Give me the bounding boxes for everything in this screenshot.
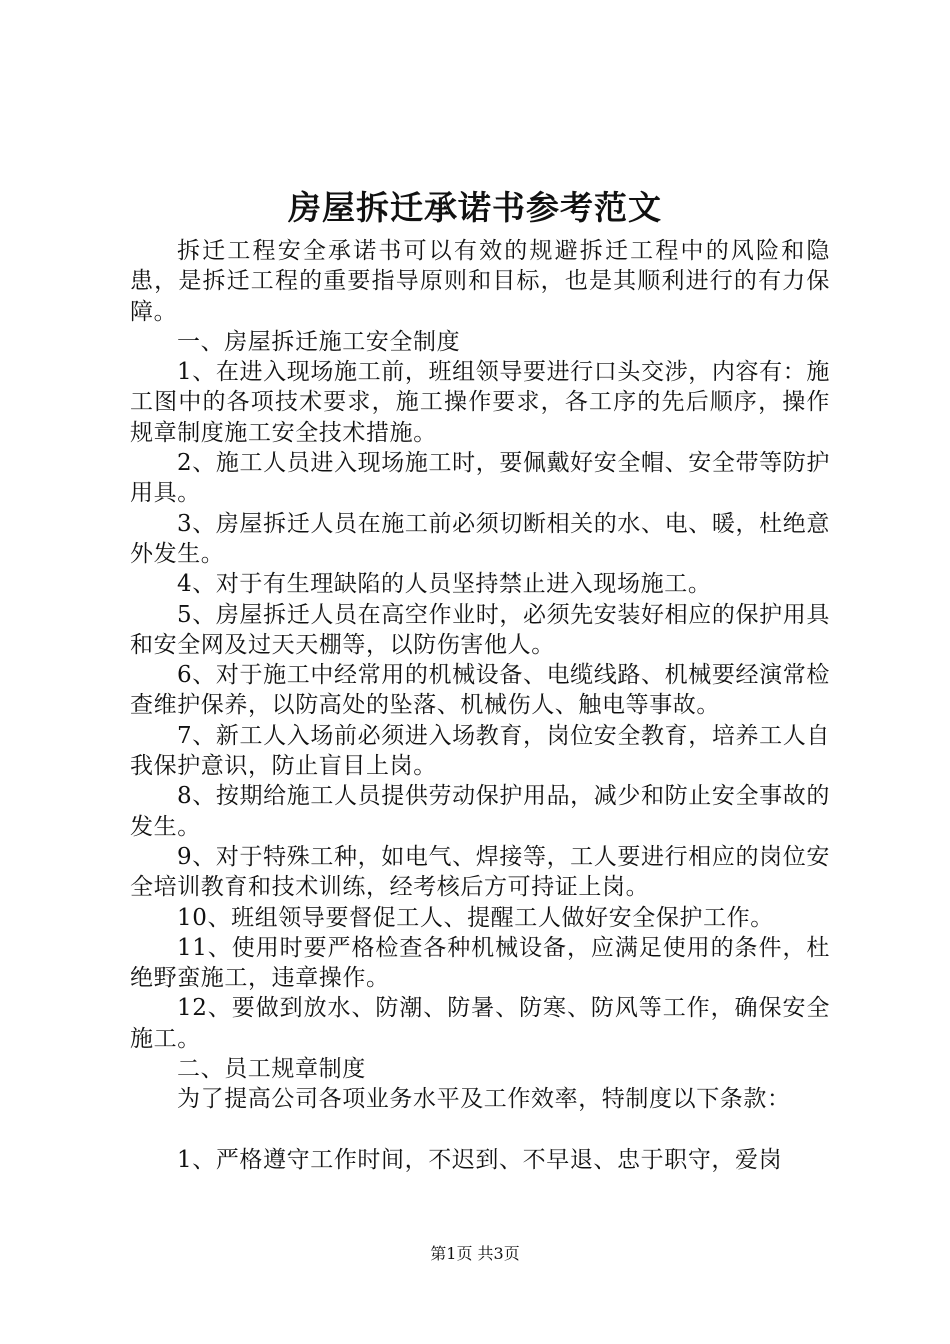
paragraph-spacer <box>130 1115 830 1145</box>
paragraph-item-12: 12、要做到放水、防潮、防暑、防寒、防风等工作，确保安全施工。 <box>130 995 830 1052</box>
paragraph-item-11: 11、使用时要严格检查各种机械设备，应满足使用的条件，杜绝野蛮施工，违章操作。 <box>130 934 830 992</box>
section-heading-1: 一、房屋拆迁施工安全制度 <box>177 328 461 355</box>
paragraph-rules-intro: 为了提高公司各项业务水平及工作效率，特制度以下条款： <box>177 1086 791 1113</box>
document-title: 房屋拆迁承诺书参考范文 <box>288 188 662 227</box>
section-heading-2: 二、员工规章制度 <box>177 1056 366 1083</box>
paragraph-item-4: 4、对于有生理缺陷的人员坚持禁止进入现场施工。 <box>177 571 712 598</box>
paragraph-item-3: 3、房屋拆迁人员在施工前必须切断相关的水、电、暖，杜绝意外发生。 <box>130 510 830 567</box>
paragraph-item-6: 6、对于施工中经常用的机械设备、电缆线路、机械要经演常检查维护保养，以防高处的坠落、机械伤人、触电等事故。 <box>130 662 830 719</box>
paragraph-item-1: 1、在进入现场施工前，班组领导要进行口头交涉，内容有：施工图中的各项技术要求，施工操作要求，各工序的先后顺序，操作规章制度施工安全技术措施。 <box>130 359 830 446</box>
document-body <box>130 236 830 1175</box>
paragraph-item-9: 9、对于特殊工种，如电气、焊接等，工人要进行相应的岗位安全培训教育和技术训练，经考核后方可持证上岗。 <box>130 843 830 901</box>
paragraph-item-8: 8、按期给施工人员提供劳动保护用品，减少和防止安全事故的发生。 <box>130 783 830 840</box>
paragraph-intro: 拆迁工程安全承诺书可以有效的规避拆迁工程中的风险和隐患，是拆迁工程的重要指导原则和目标，也是其顺利进行的有力保障。 <box>130 238 830 325</box>
page-footer: 第1页 共3页 <box>430 1244 520 1263</box>
paragraph-item-10: 10、班组领导要督促工人、提醒工人做好安全保护工作。 <box>177 904 774 931</box>
paragraph-rule-1: 1、严格遵守工作时间，不迟到、不早退、忠于职守，爱岗 <box>177 1146 783 1173</box>
paragraph-item-7: 7、新工人入场前必须进入场教育，岗位安全教育，培养工人自我保护意识，防止盲目上岗。 <box>130 722 830 780</box>
paragraph-item-5: 5、房屋拆迁人员在高空作业时，必须先安装好相应的保护用具和安全网及过天天棚等，以防伤害他人。 <box>130 601 830 658</box>
paragraph-item-2: 2、施工人员进入现场施工时，要佩戴好安全帽、安全带等防护用具。 <box>130 450 830 507</box>
